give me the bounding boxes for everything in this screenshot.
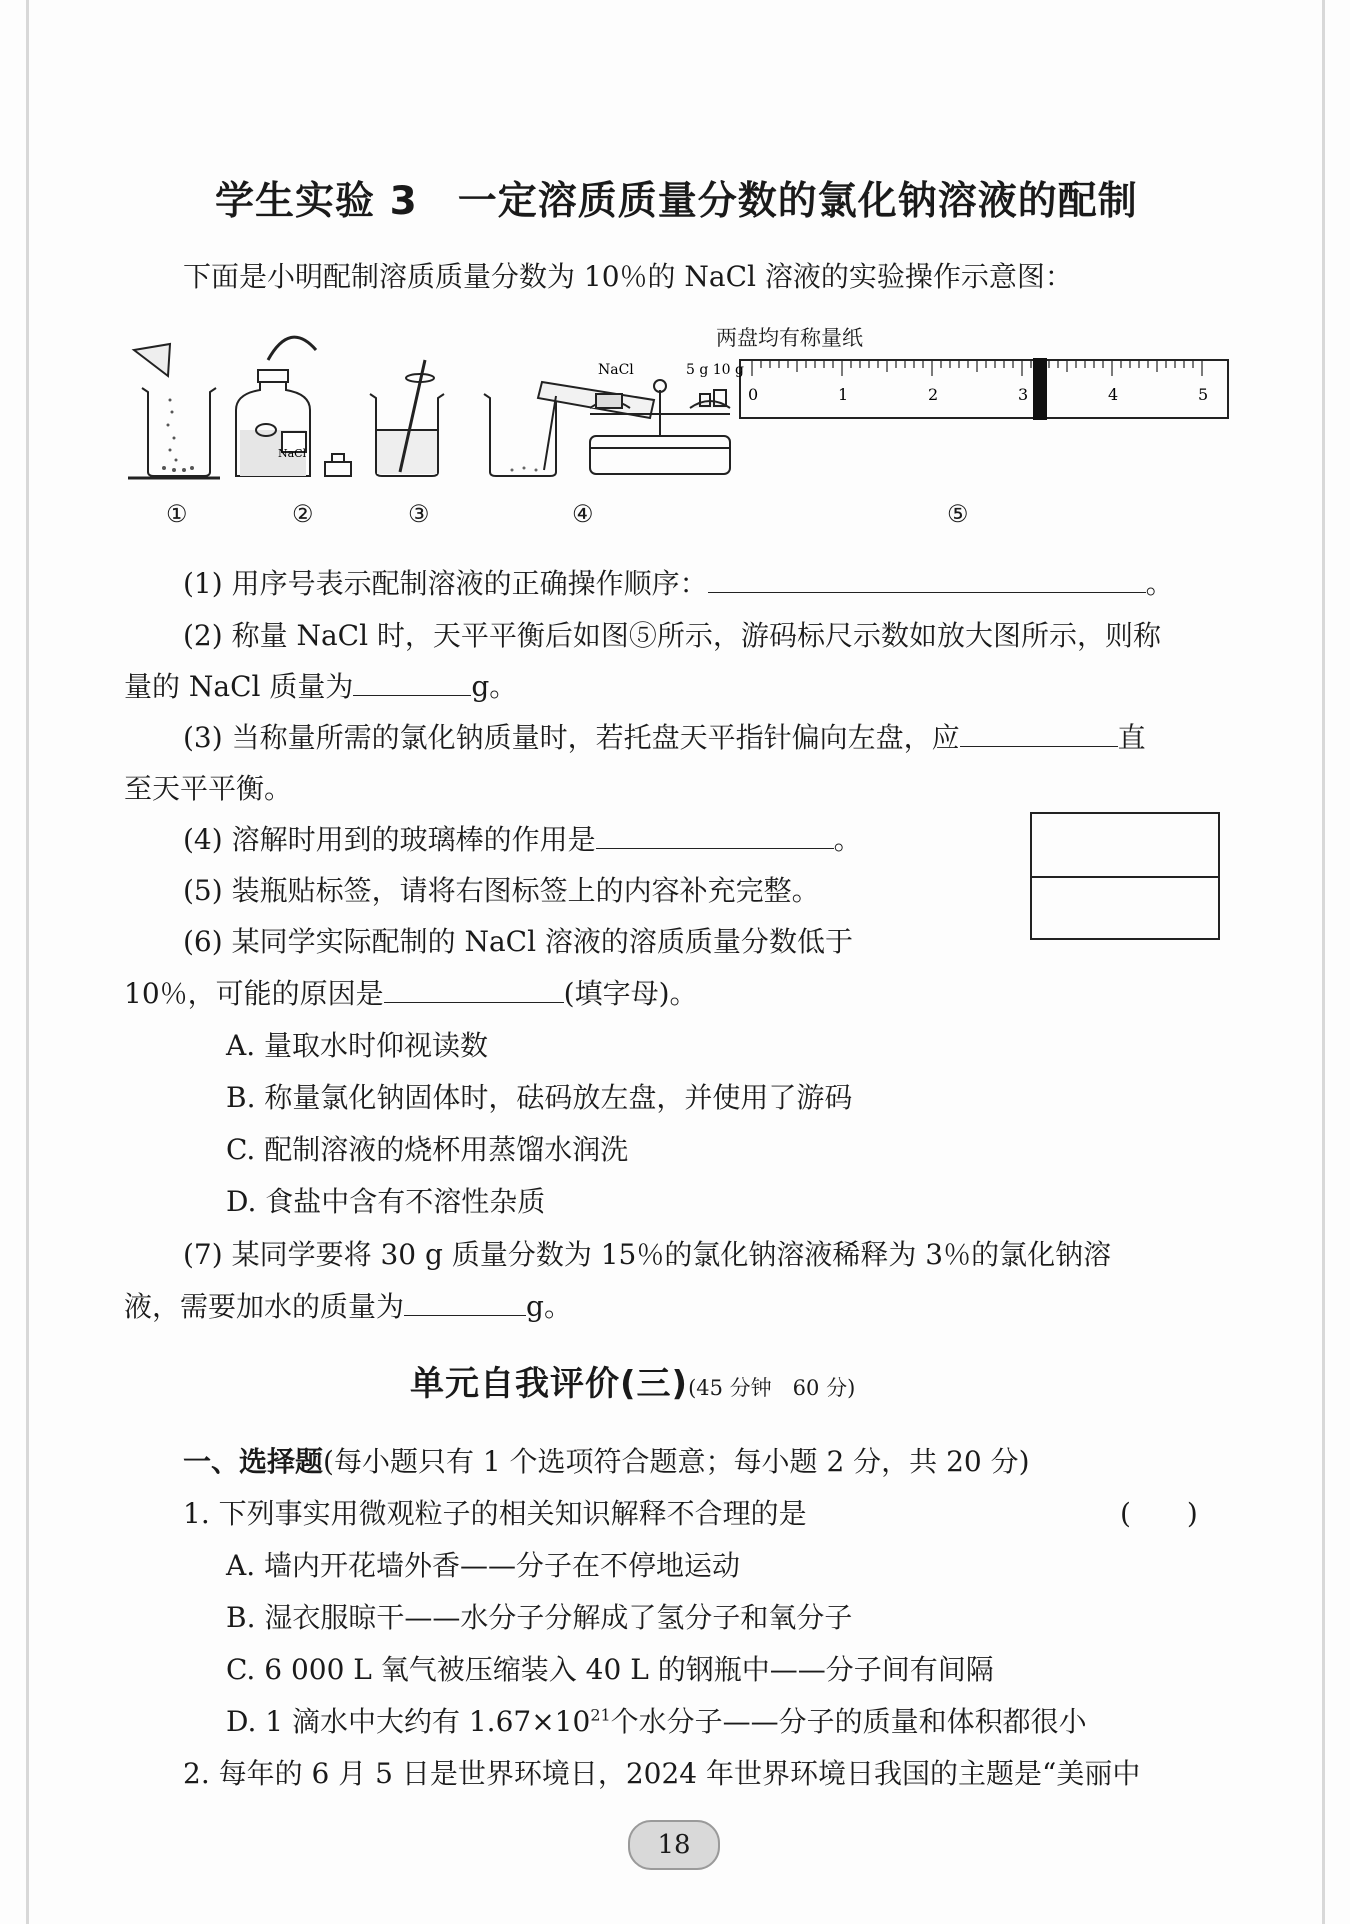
step3-beaker-with-rod [370, 360, 444, 476]
answer-blank-2[interactable] [353, 667, 471, 696]
step-label-2: ② [292, 500, 314, 528]
ruler-tick-label: 2 [928, 385, 939, 404]
ruler-tick-label: 3 [1018, 385, 1029, 404]
question-2-line2: 量的 NaCl 质量为 g。 [124, 665, 517, 705]
question-4: (4) 溶解时用到的玻璃棒的作用是 。 [183, 818, 862, 858]
question-1: (1) 用序号表示配制溶液的正确操作顺序： 。 [183, 562, 1174, 602]
experiment-figure [120, 330, 1230, 540]
section-1-heading: 一、选择题(每小题只有 1 个选项符合题意；每小题 2 分，共 20 分) [183, 1445, 1030, 1478]
bottle-label-box[interactable] [1030, 812, 1220, 940]
q6-option-b: B. 称量氯化钠固体时，砝码放左盘，并使用了游码 [226, 1081, 853, 1114]
mc1-option-d: D. 1 滴水中大约有 $1.67\times 10^{21}$个水分子——分子的质量和体积都很小 [226, 1705, 1087, 1738]
question-6-line2: 10％，可能的原因是 (填字母)。 [124, 972, 698, 1012]
experiment-title: 学生实验 3 一定溶质质量分数的氯化钠溶液的配制 [215, 179, 1138, 224]
answer-blank-4[interactable] [596, 820, 834, 849]
ruler-tick-label: 0 [748, 385, 759, 404]
unit-test-heading: 单元自我评价(三)(45 分钟 60 分) [410, 1364, 856, 1404]
question-7-line2: 液，需要加水的质量为 g。 [124, 1285, 572, 1325]
mc1-option-a: A. 墙内开花墙外香——分子在不停地运动 [226, 1549, 741, 1582]
mc-question-1: 1. 下列事实用微观粒子的相关知识解释不合理的是 [183, 1497, 807, 1530]
step-label-5: ⑤ [947, 500, 969, 528]
step1-beaker-with-paper [128, 344, 220, 478]
bottle-label: NaCl [278, 447, 307, 460]
mc1-option-c: C. 6 000 L 氧气被压缩装入 40 L 的钢瓶中——分子间有间隔 [226, 1653, 994, 1686]
mc-question-2: 2. 每年的 6 月 5 日是世界环境日，2024 年世界环境日我国的主题是“美丽中 [183, 1757, 1141, 1790]
ruler-rider [1033, 358, 1047, 420]
q6-option-d: D. 食盐中含有不溶性杂质 [226, 1185, 546, 1218]
q6-option-c: C. 配制溶液的烧杯用蒸馏水润洗 [226, 1133, 629, 1166]
answer-blank-6[interactable] [384, 974, 564, 1003]
rider-scale-ruler [740, 360, 1228, 418]
step-label-4: ④ [572, 500, 594, 528]
figure-caption: 两盘均有称量纸 [716, 326, 863, 350]
answer-blank-3[interactable] [960, 718, 1118, 747]
page-right-edge [1322, 0, 1325, 1924]
answer-blank-7[interactable] [404, 1287, 526, 1316]
page-number: 18 [628, 1820, 720, 1870]
mc-question-1-bracket[interactable]: ( ) [1120, 1497, 1198, 1530]
step-label-3: ③ [408, 500, 430, 528]
answer-blank-1[interactable] [708, 564, 1146, 593]
ruler-scale-ticks [748, 360, 1208, 404]
page-left-edge [26, 0, 29, 1924]
experiment-intro: 下面是小明配制溶质质量分数为 10％的 NaCl 溶液的实验操作示意图： [183, 260, 1073, 293]
question-3-line2: 至天平平衡。 [124, 772, 293, 805]
mc1-option-b: B. 湿衣服晾干——水分子分解成了氢分子和氧分子 [226, 1601, 853, 1634]
question-3-line1: (3) 当称量所需的氯化钠质量时，若托盘天平指针偏向左盘，应 直 [183, 716, 1146, 756]
question-7-line1: (7) 某同学要将 30 g 质量分数为 15％的氯化钠溶液稀释为 3％的氯化钠溶 [183, 1238, 1112, 1271]
question-6-line1: (6) 某同学实际配制的 NaCl 溶液的溶质质量分数低于 [183, 925, 853, 958]
weights-label: 5 g 10 g [686, 362, 744, 378]
step4-pouring-cylinder [484, 382, 654, 476]
ruler-tick-label: 4 [1108, 385, 1119, 404]
q6-option-a: A. 量取水时仰视读数 [226, 1029, 489, 1062]
question-2-line1: (2) 称量 NaCl 时，天平平衡后如图⑤所示，游码标尺示数如放大图所示，则称 [183, 619, 1161, 652]
step-label-1: ① [166, 500, 188, 528]
ruler-tick-label: 1 [838, 385, 849, 404]
ruler-tick-label: 5 [1198, 385, 1209, 404]
step5-balance [590, 380, 730, 474]
left-pan-label: NaCl [598, 362, 634, 378]
question-5: (5) 装瓶贴标签，请将右图标签上的内容补充完整。 [183, 874, 820, 907]
